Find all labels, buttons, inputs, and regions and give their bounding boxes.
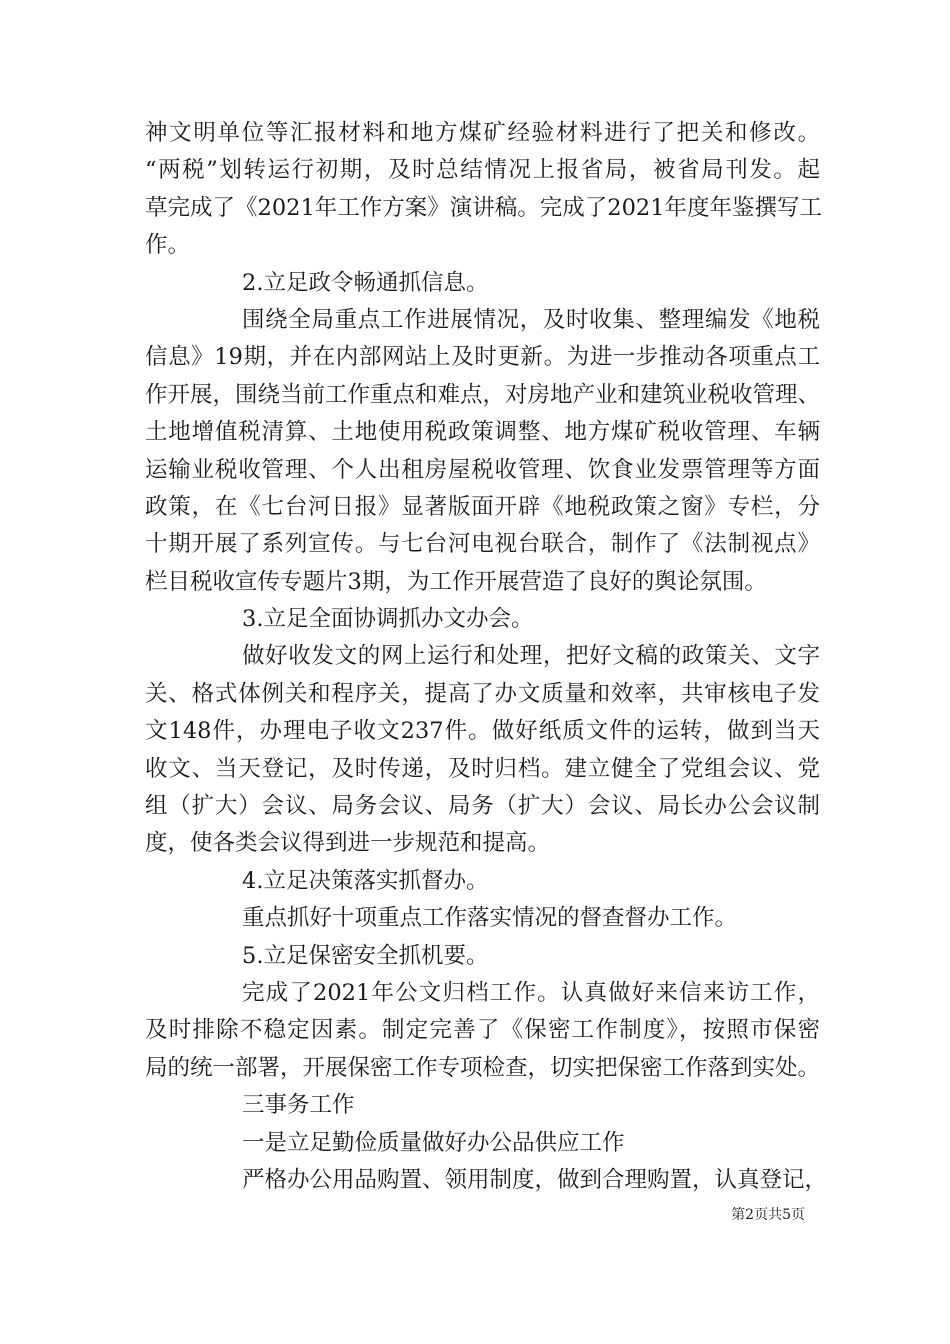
paragraph-start: 严格办公用品购置、领用制度，做到合理购置，认真登记， xyxy=(242,1166,828,1193)
text-line: 运输业税收管理、个人出租房屋税收管理、饮食业发票管理等方面 xyxy=(145,456,820,483)
paragraph-start: 完成了2021年公文归档工作。认真做好来信来访工作， xyxy=(242,979,820,1006)
section-heading: 3.立足全面协调抓办文办会。 xyxy=(242,606,534,633)
text-line: 关、格式体例关和程序关，提高了办文质量和效率，共审核电子发 xyxy=(145,680,820,707)
section-heading: 5.立足保密安全抓机要。 xyxy=(242,942,489,969)
text-line: 草完成了《2021年工作方案》演讲稿。完成了2021年度年鉴撰写工 xyxy=(145,194,823,221)
text-line: 及时排除不稳定因素。制定完善了《保密工作制度》，按照市保密 xyxy=(145,1017,820,1044)
text-line: 信息》19期，并在内部网站上及时更新。为进一步推动各项重点工 xyxy=(145,344,820,371)
text-line: “两税”划转运行初期，及时总结情况上报省局，被省局刊发。起 xyxy=(145,157,820,184)
text-line: 栏目税收宣传专题片3期，为工作开展营造了良好的舆论氛围。 xyxy=(145,568,767,595)
document-body xyxy=(145,115,828,1199)
section-heading: 2.立足政令畅通抓信息。 xyxy=(242,269,489,296)
text-line: 政策，在《七台河日报》显著版面开辟《地税政策之窗》专栏，分 xyxy=(145,493,820,520)
text-line: 土地增值税清算、土地使用税政策调整、地方煤矿税收管理、车辆 xyxy=(145,419,820,446)
page-number: 第2页共5页 xyxy=(731,1207,805,1223)
section-heading: 4.立足决策落实抓督办。 xyxy=(242,867,489,894)
text-line: 神文明单位等汇报材料和地方煤矿经验材料进行了把关和修改。 xyxy=(145,120,820,146)
text-line: 收文、当天登记，及时传递，及时归档。建立健全了党组会议、党 xyxy=(145,755,820,782)
text-line: 度，使各类会议得到进一步规范和提高。 xyxy=(145,830,551,857)
paragraph-start: 做好收发文的网上运行和处理，把好文稿的政策关、文字 xyxy=(242,643,820,670)
text-line: 十期开展了系列宣传。与七台河电视台联合，制作了《法制视点》 xyxy=(145,531,820,558)
paragraph-start: 围绕全局重点工作进展情况，及时收集、整理编发《地税 xyxy=(242,306,820,333)
text-line: 组（扩大）会议、局务会议、局务（扩大）会议、局长办公会议制 xyxy=(145,793,820,820)
text-line: 作。 xyxy=(145,232,191,259)
text-line: 文148件，办理电子收文237件。做好纸质文件的运转，做到当天 xyxy=(145,718,820,745)
text-line: 局的统一部署，开展保密工作专项检查，切实把保密工作落到实处。 xyxy=(145,1054,821,1081)
section-heading: 三事务工作 xyxy=(242,1092,355,1119)
subsection-heading: 一是立足勤俭质量做好办公品供应工作 xyxy=(242,1129,625,1156)
text-line: 作开展，围绕当前工作重点和难点，对房地产业和建筑业税收管理、 xyxy=(145,381,821,408)
paragraph-start: 重点抓好十项重点工作落实情况的督查督办工作。 xyxy=(242,905,738,932)
